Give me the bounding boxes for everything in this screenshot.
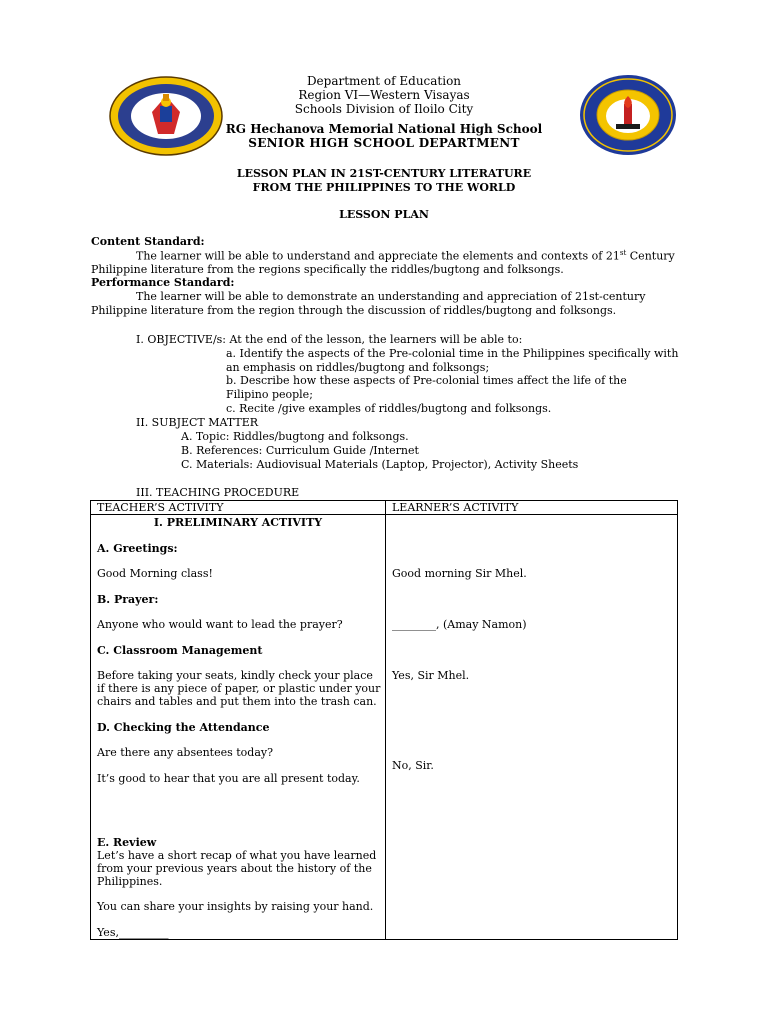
header-school: RG Hechanova Memorial National High School (225, 122, 543, 136)
header-dept: Department of Education (306, 74, 462, 88)
review-text-3: Philippines. (97, 875, 163, 888)
subject-materials: C. Materials: Audiovisual Materials (Laptop, Projector), Activity Sheets (181, 458, 579, 471)
header-department: SENIOR HIGH SCHOOL DEPARTMENT (248, 136, 520, 150)
content-standard-heading: Content Standard: (91, 235, 205, 248)
learner-classroom-mgmt: Yes, Sir Mhel. (392, 669, 470, 682)
col-header-learner: LEARNER’S ACTIVITY (386, 501, 678, 515)
learner-greeting: Good morning Sir Mhel. (392, 567, 527, 580)
school-seal-logo (578, 74, 678, 156)
teacher-activity-cell (91, 515, 386, 940)
learner-activity-cell (386, 515, 678, 940)
attendance-heading: D. Checking the Attendance (97, 721, 270, 734)
review-text-1: Let’s have a short recap of what you have learned (97, 849, 377, 862)
classroom-mgmt-heading: C. Classroom Management (97, 644, 263, 657)
objective-a-line2: an emphasis on riddles/bugtong and folksongs; (226, 361, 490, 374)
objective-a-line1: a. Identify the aspects of the Pre-colonial time in the Philippines specifically with (226, 347, 679, 360)
header-region: Region VI—Western Visayas (298, 88, 470, 102)
lesson-plan-subtitle: LESSON PLAN (339, 208, 429, 221)
review-heading: E. Review (97, 836, 157, 849)
teaching-procedure-heading: III. TEACHING PROCEDURE (136, 486, 300, 499)
prayer-heading: B. Prayer: (97, 593, 159, 606)
subject-topic: A. Topic: Riddles/bugtong and folksongs. (181, 430, 409, 443)
objective-b-line2: Filipino people; (226, 388, 313, 401)
content-standard-text-1: The learner will be able to understand and appreciate the elements and contexts of 21st Century (136, 249, 675, 263)
learner-attendance: No, Sir. (392, 759, 434, 772)
review-text-2: from your previous years about the history of the (97, 862, 372, 875)
learner-prayer: ________, (Amay Namon) (392, 618, 527, 631)
header-division: Schools Division of Iloilo City (294, 102, 474, 116)
objective-c: c. Recite /give examples of riddles/bugtong and folksongs. (226, 402, 552, 415)
lesson-title-line1: LESSON PLAN IN 21ST-CENTURY LITERATURE (236, 167, 532, 180)
performance-standard-text-2: Philippine literature from the region through the discussion of riddles/bugtong and folksongs. (91, 304, 617, 317)
performance-standard-heading: Performance Standard: (91, 276, 235, 289)
review-text-4: You can share your insights by raising your hand. (97, 900, 374, 913)
classroom-mgmt-text-1: Before taking your seats, kindly check your place (97, 669, 373, 682)
prayer-text: Anyone who would want to lead the prayer? (97, 618, 343, 631)
preliminary-heading: I. PRELIMINARY ACTIVITY (153, 516, 323, 529)
content-standard-text-2: Philippine literature from the regions specifically the riddles/bugtong and folksongs. (91, 263, 564, 276)
greetings-text: Good Morning class! (97, 567, 213, 580)
attendance-text-1: Are there any absentees today? (97, 746, 274, 759)
objective-b-line1: b. Describe how these aspects of Pre-colonial times affect the life of the (226, 374, 627, 387)
lesson-title-line2: FROM THE PHILIPPINES TO THE WORLD (252, 181, 516, 194)
classroom-mgmt-text-2: if there is any piece of paper, or plastic under your (97, 682, 381, 695)
subject-references: B. References: Curriculum Guide /Internet (181, 444, 419, 457)
greetings-heading: A. Greetings: (97, 542, 178, 555)
performance-standard-text-1: The learner will be able to demonstrate an understanding and appreciation of 21st-century (136, 290, 646, 303)
review-text-5: Yes,_________ (97, 926, 169, 939)
classroom-mgmt-text-3: chairs and tables and put them into the trash can. (97, 695, 377, 708)
objectives-heading: I. OBJECTIVE/s: At the end of the lesson, the learners will be able to: (136, 333, 523, 346)
teaching-procedure-table (90, 500, 678, 940)
col-header-teacher: TEACHER’S ACTIVITY (91, 501, 386, 515)
attendance-text-2: It’s good to hear that you are all present today. (97, 772, 360, 785)
subject-matter-heading: II. SUBJECT MATTER (136, 416, 259, 429)
